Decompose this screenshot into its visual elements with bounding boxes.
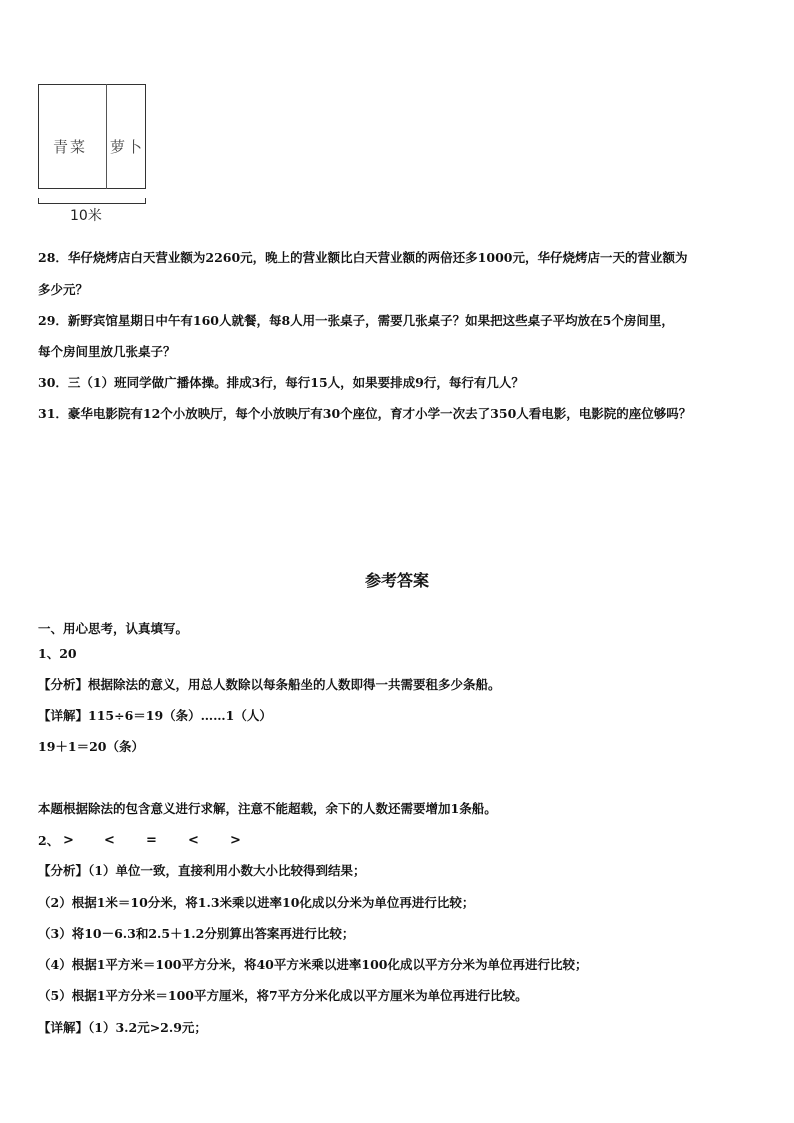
answer-2-analysis-2: （2）根据1米＝10分米，将1.3米乘以进率10化成以分米为单位再进行比较； <box>38 895 475 910</box>
answers-title: 参考答案 <box>364 571 429 590</box>
question-28-line-1: 28．华仔烧烤店白天营业额为2260元，晚上的营业额比白天营业额的两倍还多1000元，华仔烧烤店一天的营业额为 <box>38 250 688 265</box>
answer-1-detail: 【详解】115÷6＝19（条）……1（人） <box>38 708 272 723</box>
question-28-line-2: 多少元？ <box>38 282 89 297</box>
answer-2-analysis-3: （3）将10－6.3和2.5＋1.2分别算出答案再进行比较； <box>38 926 355 941</box>
question-30: 30．三（1）班同学做广播体操。排成3行，每行15人，如果要排成9行，每行有几人？ <box>38 375 524 390</box>
comparison-symbol-2: < <box>104 833 115 848</box>
answer-1-analysis: 【分析】根据除法的意义，用总人数除以每条船坐的人数即得一共需要租多少条船。 <box>38 677 501 692</box>
section-heading: 一、用心思考，认真填写。 <box>38 621 189 636</box>
dimension-label: 10米 <box>70 208 102 224</box>
comparison-symbol-3: = <box>146 833 157 848</box>
answer-2-detail: 【详解】（1）3.2元>2.9元； <box>38 1020 207 1035</box>
dimension-bracket <box>38 198 146 204</box>
question-29-line-2: 每个房间里放几张桌子？ <box>38 344 176 359</box>
label-vegetable-left: 青菜 <box>53 138 88 156</box>
question-31: 31．豪华电影院有12个小放映厅，每个小放映厅有30个座位，育才小学一次去了350人看电影，电影院的座位够吗？ <box>38 406 692 421</box>
plot-divider <box>106 84 107 189</box>
comparison-symbol-1: > <box>63 833 74 848</box>
answer-2-analysis-1: 【分析】（1）单位一致，直接利用小数大小比较得到结果； <box>38 863 366 878</box>
answer-1-number: 1、20 <box>38 646 77 661</box>
plot-figure <box>38 84 148 224</box>
answer-1-summary: 本题根据除法的包含意义进行求解，注意不能超载，余下的人数还需要增加1条船。 <box>38 801 497 816</box>
label-vegetable-right: 萝卜 <box>110 138 145 156</box>
answer-1-step: 19＋1＝20（条） <box>38 739 144 754</box>
question-29-line-1: 29．新野宾馆星期日中午有160人就餐，每8人用一张桌子，需要几张桌子？如果把这些桌子平均放在5个房间里， <box>38 313 674 328</box>
comparison-symbol-5: > <box>230 833 241 848</box>
answer-2-analysis-5: （5）根据1平方分米＝100平方厘米，将7平方分米化成以平方厘米为单位再进行比较。 <box>38 988 528 1003</box>
answer-2-analysis-4: （4）根据1平方米＝100平方分米，将40平方米乘以进率100化成以平方分米为单位再进行比较； <box>38 957 588 972</box>
comparison-symbol-4: < <box>188 833 199 848</box>
answer-2-number: 2、 <box>38 833 60 848</box>
